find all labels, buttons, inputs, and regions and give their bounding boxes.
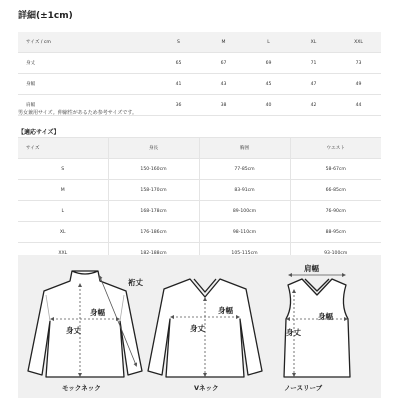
sleeveless-length-label: 身丈 xyxy=(286,328,301,337)
size-table-cell: 45 xyxy=(246,74,291,95)
fit-table-cell: 176-186cm xyxy=(108,222,199,243)
fit-table-cell: M xyxy=(18,180,108,201)
fit-section-title: 【適応サイズ】 xyxy=(18,129,60,136)
fit-table-cell: 98-110cm xyxy=(199,222,290,243)
fit-table-cell: XXL xyxy=(18,243,108,264)
v-neck-length-label: 身丈 xyxy=(190,324,205,333)
fit-table-cell: S xyxy=(18,159,108,180)
fit-table-cell: 88-95cm xyxy=(290,222,381,243)
fit-table-header-cell: サイズ xyxy=(18,138,108,159)
fit-table-row xyxy=(18,201,381,222)
size-table-cell: 69 xyxy=(246,53,291,74)
size-table-cell: 49 xyxy=(336,74,381,95)
fit-table-cell: L xyxy=(18,201,108,222)
size-table-row-label: 身丈 xyxy=(18,53,156,74)
fit-table-row xyxy=(18,180,381,201)
fit-table-cell: 93-100cm xyxy=(290,243,381,264)
v-neck-caption: Vネック xyxy=(194,384,219,392)
size-table-cell: 67 xyxy=(201,53,246,74)
fit-table-row xyxy=(18,159,381,180)
fit-table-cell: 182-188cm xyxy=(108,243,199,264)
size-table-cell: 36 xyxy=(156,95,201,116)
fit-table-header-cell: 胸囲 xyxy=(199,138,290,159)
size-table-row xyxy=(18,74,381,95)
mock-neck-caption: モックネック xyxy=(62,384,101,392)
fit-table-cell: 158-170cm xyxy=(108,180,199,201)
size-table-header-cell: S xyxy=(156,32,201,53)
page-title: 詳細(±1cm) xyxy=(18,11,73,21)
mock-neck-length-label: 身丈 xyxy=(66,326,81,335)
fit-table-cell: 89-100cm xyxy=(199,201,290,222)
size-table-cell: 38 xyxy=(201,95,246,116)
v-neck-width-label: 身幅 xyxy=(218,306,233,315)
sleeveless-width-label: 身幅 xyxy=(318,312,333,321)
size-table-cell: 41 xyxy=(156,74,201,95)
fit-table-cell: 105-115cm xyxy=(199,243,290,264)
size-table-header-cell: L xyxy=(246,32,291,53)
fit-table-cell: 168-178cm xyxy=(108,201,199,222)
fit-table-cell: 150-160cm xyxy=(108,159,199,180)
sleeveless-shoulder-label: 肩幅 xyxy=(304,264,319,273)
size-table-header-cell: M xyxy=(201,32,246,53)
fit-table-header-cell: 身長 xyxy=(108,138,199,159)
mock-neck-sleeve-label: 裄丈 xyxy=(128,278,143,287)
fit-table-cell: 66-85cm xyxy=(290,180,381,201)
size-table-cell: 73 xyxy=(336,53,381,74)
fit-table xyxy=(18,137,381,264)
fit-table-header-row xyxy=(18,138,381,159)
size-table xyxy=(18,32,381,116)
size-table-header-cell: サイズ / cm xyxy=(18,32,156,53)
size-table-cell: 71 xyxy=(291,53,336,74)
fit-table-cell: XL xyxy=(18,222,108,243)
size-table-header-row xyxy=(18,32,381,53)
measurement-diagram-panel xyxy=(18,255,381,398)
mock-neck-shirt-illustration xyxy=(28,271,142,377)
mock-neck-width-label: 身幅 xyxy=(90,308,105,317)
size-table-cell: 43 xyxy=(201,74,246,95)
size-table-cell: 40 xyxy=(246,95,291,116)
size-table-header-cell: XXL xyxy=(336,32,381,53)
fit-table-cell: 83-91cm xyxy=(199,180,290,201)
size-table-header-cell: XL xyxy=(291,32,336,53)
fit-table-row xyxy=(18,222,381,243)
size-table-cell: 65 xyxy=(156,53,201,74)
size-table-cell: 44 xyxy=(336,95,381,116)
size-table-row-label: 身幅 xyxy=(18,74,156,95)
fit-table-cell: 76-90cm xyxy=(290,201,381,222)
size-table-cell: 42 xyxy=(291,95,336,116)
sleeveless-caption: ノースリーブ xyxy=(284,384,323,392)
fit-table-cell: 77-85cm xyxy=(199,159,290,180)
size-table-cell: 47 xyxy=(291,74,336,95)
size-note: 男女兼用サイズ。伸縮性があるため参考サイズです。 xyxy=(18,110,137,116)
fit-table-header-cell: ウエスト xyxy=(290,138,381,159)
size-table-row-label: 肩幅 xyxy=(18,95,156,116)
fit-table-cell: 58-67cm xyxy=(290,159,381,180)
size-table-row xyxy=(18,53,381,74)
